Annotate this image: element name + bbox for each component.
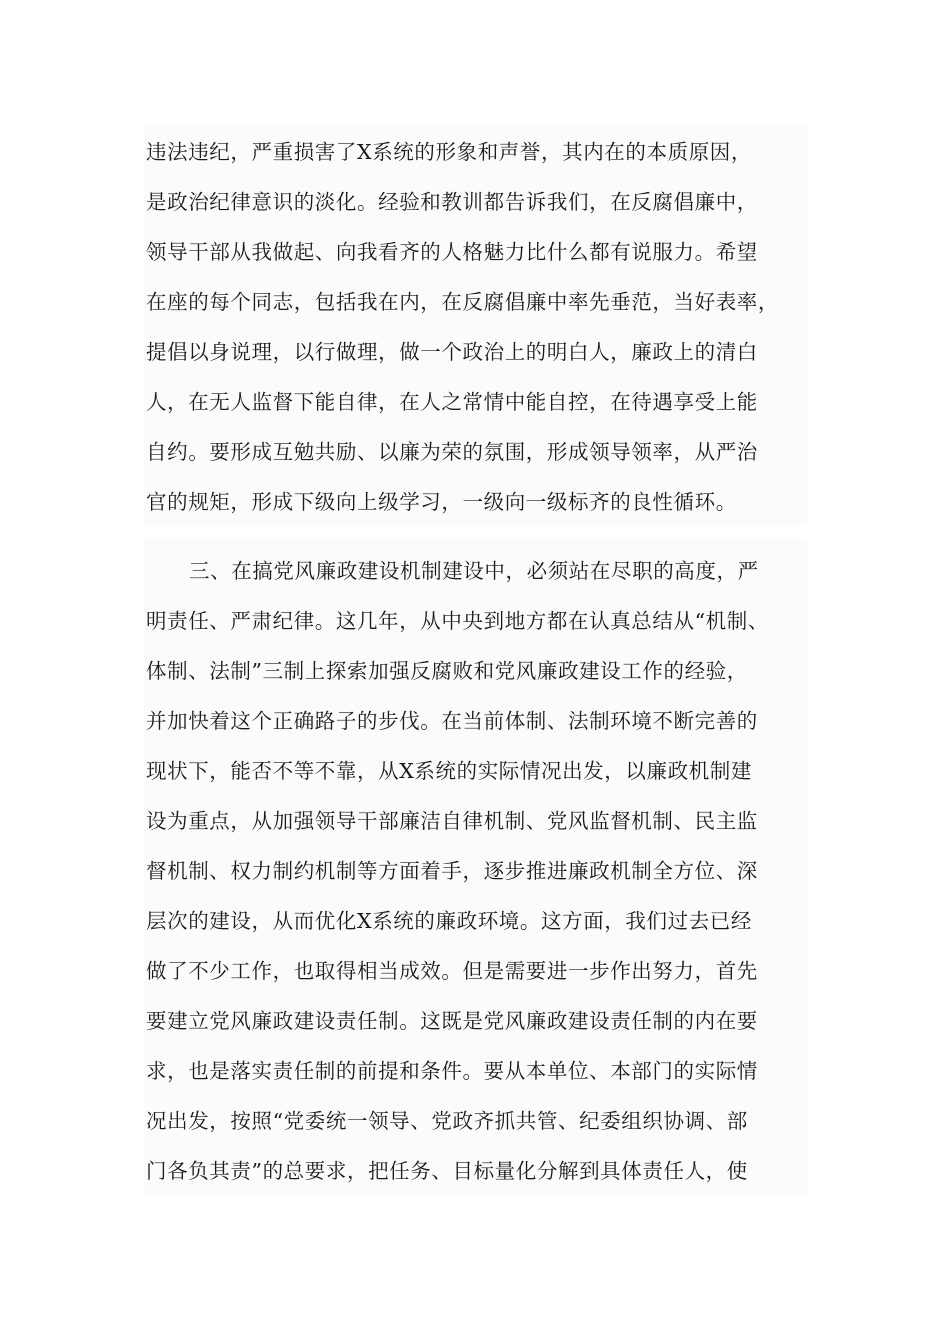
paragraph-line: 三、在搞党风廉政建设机制建设中，必须站在尽职的高度，严	[189, 559, 759, 583]
paragraph-line: 督机制、权力制约机制等方面着手，逐步推进廉政机制全方位、深	[146, 859, 758, 883]
paragraph-line: 领导干部从我做起、向我看齐的人格魅力比什么都有说服力。希望	[146, 240, 758, 264]
paragraph-line: 提倡以身说理，以行做理，做一个政治上的明白人，廉政上的清白	[146, 340, 758, 364]
paragraph-line: 并加快着这个正确路子的步伐。在当前体制、法制环境不断完善的	[146, 709, 758, 733]
paragraph-line: 自约。要形成互勉共励、以廉为荣的氛围，形成领导领率，从严治	[146, 440, 758, 464]
paragraph-line: 况出发，按照“党委统一领导、党政齐抓共管、纪委组织协调、部	[146, 1109, 748, 1133]
paragraph-line: 是政治纪律意识的淡化。经验和教训都告诉我们，在反腐倡廉中，	[146, 190, 758, 214]
paragraph-line: 违法违纪，严重损害了X系统的形象和声誉，其内在的本质原因，	[146, 140, 752, 164]
paragraph-line: 求，也是落实责任制的前提和条件。要从本单位、本部门的实际情	[146, 1059, 758, 1083]
paragraph-line: 层次的建设，从而优化X系统的廉政环境。这方面，我们过去已经	[146, 909, 752, 933]
paragraph-line: 设为重点，从加强领导干部廉洁自律机制、党风监督机制、民主监	[146, 809, 758, 833]
paragraph-1	[143, 124, 807, 526]
paragraph-line: 在座的每个同志，包括我在内，在反腐倡廉中率先垂范，当好表率，	[146, 290, 779, 314]
paragraph-2	[143, 538, 807, 1194]
paragraph-line: 官的规矩，形成下级向上级学习，一级向一级标齐的良性循环。	[146, 490, 737, 514]
paragraph-line: 要建立党风廉政建设责任制。这既是党风廉政建设责任制的内在要	[146, 1009, 758, 1033]
paragraph-line: 明责任、严肃纪律。这几年，从中央到地方都在认真总结从“机制、	[146, 609, 769, 633]
paragraph-line: 做了不少工作，也取得相当成效。但是需要进一步作出努力，首先	[146, 959, 758, 983]
paragraph-line: 体制、法制”三制上探索加强反腐败和党风廉政建设工作的经验，	[146, 659, 748, 683]
paragraph-line: 门各负其责”的总要求，把任务、目标量化分解到具体责任人，使	[146, 1159, 748, 1183]
paragraph-line: 现状下，能否不等不靠，从X系统的实际情况出发，以廉政机制建	[146, 759, 752, 783]
paragraph-line: 人，在无人监督下能自律，在人之常情中能自控，在待遇享受上能	[146, 390, 758, 414]
